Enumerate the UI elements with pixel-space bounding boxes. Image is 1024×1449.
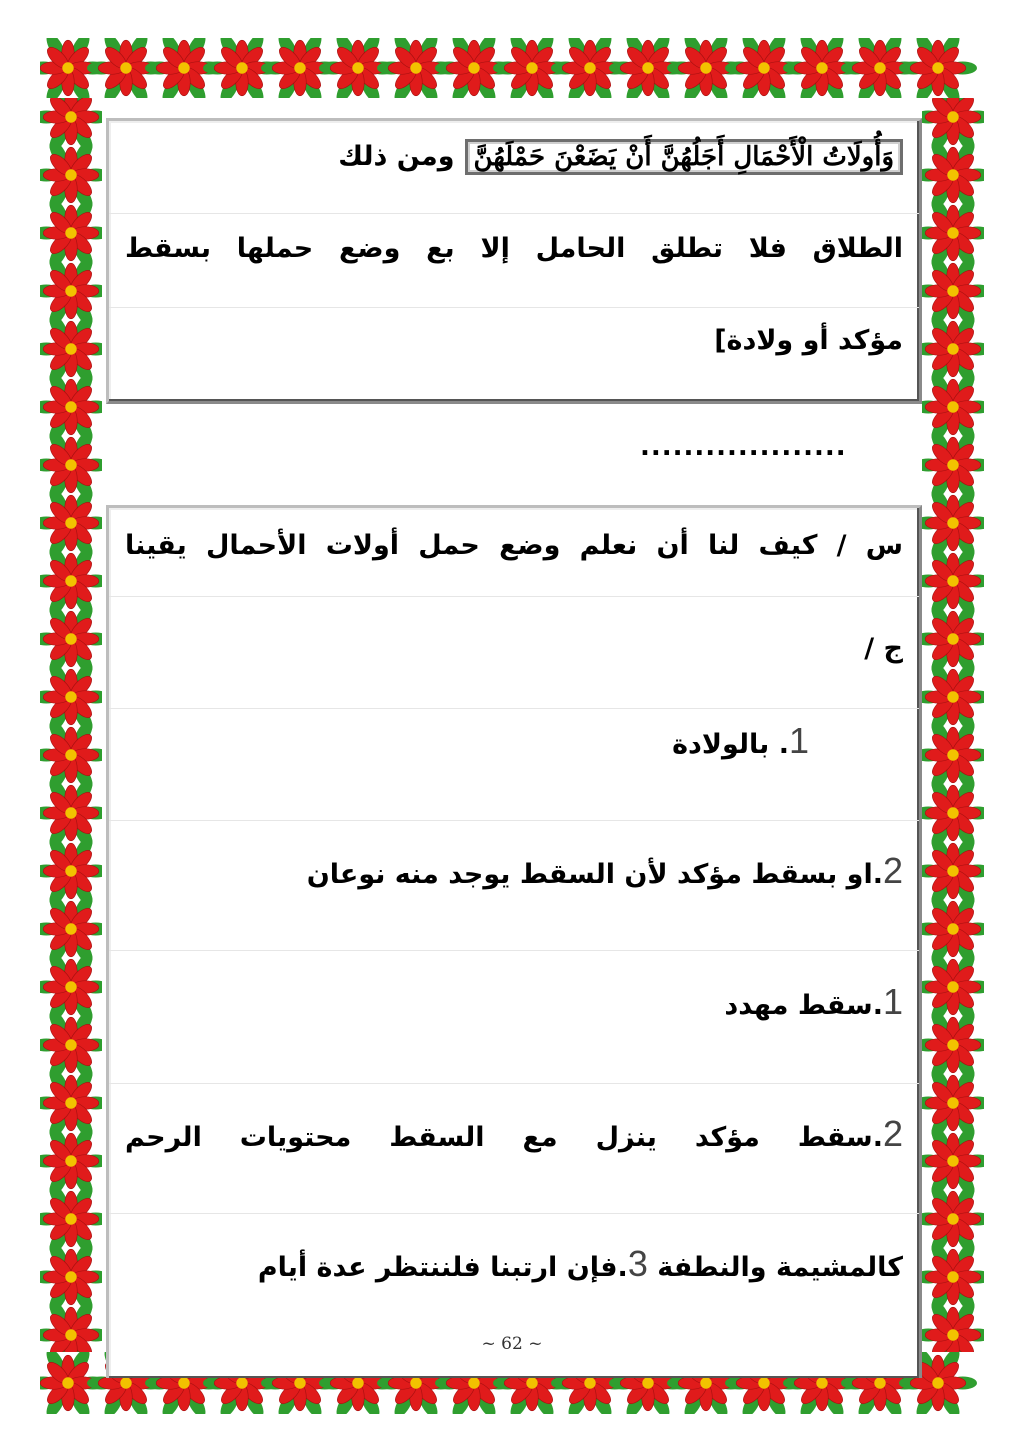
poinsettia-icon [40, 1182, 102, 1256]
sub-item [125, 981, 903, 1023]
poinsettia-icon [40, 312, 102, 386]
poinsettia-icon [40, 834, 102, 908]
answer-label: ج / [864, 633, 903, 664]
poinsettia-icon [40, 892, 102, 966]
list-item-text: . بالولادة [672, 729, 789, 760]
poinsettia-icon [40, 718, 102, 792]
decorative-border-top [40, 38, 984, 98]
quran-verse-frame: وَأُولَاتُ الْأَحْمَالِ أَجَلُهُنَّ أَنْ يَضَعْنَ حَمْلَهُنَّ [465, 139, 903, 175]
poinsettia-icon [922, 1240, 984, 1314]
poinsettia-icon [922, 196, 984, 270]
poinsettia-icon [40, 196, 102, 270]
text-line-2: الطلاق فلا تطلق الحامل إلا بع وضع حملها بسقط [125, 233, 903, 264]
decorative-border-left [40, 98, 102, 1352]
poinsettia-icon [40, 776, 102, 850]
text-segment: كالمشيمة والنطفة [647, 1252, 903, 1283]
poinsettia-icon [922, 1008, 984, 1082]
poinsettia-icon [922, 544, 984, 618]
list-item [125, 720, 809, 762]
poinsettia-icon [899, 38, 977, 98]
text-line-last [125, 1243, 903, 1285]
poinsettia-icon [922, 892, 984, 966]
poinsettia-icon [40, 1124, 102, 1198]
poinsettia-icon [922, 370, 984, 444]
qa-box [106, 505, 922, 1378]
poinsettia-icon [40, 138, 102, 212]
list-number: 1 [882, 981, 903, 1022]
dotted-separator: ................... [640, 432, 847, 462]
list-number: 2 [882, 850, 903, 891]
list-number: 2 [882, 1113, 903, 1154]
poinsettia-icon [922, 1066, 984, 1140]
poinsettia-icon [922, 1298, 984, 1352]
poinsettia-icon [40, 98, 102, 154]
poinsettia-icon [922, 718, 984, 792]
list-item [125, 850, 903, 892]
poinsettia-icon [922, 776, 984, 850]
verse-line-tail: ومن ذلك [338, 141, 455, 172]
poinsettia-icon [40, 486, 102, 560]
poinsettia-icon [40, 370, 102, 444]
poinsettia-icon [40, 950, 102, 1024]
poinsettia-icon [40, 660, 102, 734]
poinsettia-icon [40, 1008, 102, 1082]
poinsettia-icon [922, 602, 984, 676]
decorative-border-right [922, 98, 984, 1352]
text-line-3: مؤكد أو ولادة] [714, 325, 903, 356]
poinsettia-icon [922, 312, 984, 386]
poinsettia-icon [922, 1124, 984, 1198]
question-line: س / كيف لنا أن نعلم وضع حمل أولات الأحمال يقينا [125, 530, 903, 561]
poinsettia-icon [922, 428, 984, 502]
verse-line [125, 139, 903, 175]
poinsettia-icon [922, 1182, 984, 1256]
poinsettia-icon [40, 602, 102, 676]
verse-box [106, 118, 922, 404]
poinsettia-icon [40, 428, 102, 502]
sub-item-text: .سقط مهدد [724, 990, 883, 1021]
poinsettia-icon [922, 138, 984, 212]
poinsettia-icon [40, 1240, 102, 1314]
sub-item [125, 1113, 903, 1155]
list-number: 3 [627, 1243, 648, 1284]
poinsettia-icon [922, 486, 984, 560]
list-item-text: .او بسقط مؤكد لأن السقط يوجد منه نوعان [306, 859, 883, 890]
poinsettia-icon [40, 1298, 102, 1352]
sub-item-text: .سقط مؤكد ينزل مع السقط محتويات الرحم [125, 1122, 883, 1153]
poinsettia-icon [922, 660, 984, 734]
list-number: 1 [788, 720, 809, 761]
poinsettia-icon [922, 834, 984, 908]
poinsettia-icon [40, 1066, 102, 1140]
poinsettia-icon [40, 254, 102, 328]
poinsettia-icon [922, 98, 984, 154]
page-number: ~ 62 ~ [481, 1334, 543, 1354]
poinsettia-icon [40, 544, 102, 618]
poinsettia-icon [922, 254, 984, 328]
text-segment: .فإن ارتبنا فلننتظر عدة أيام [257, 1252, 628, 1283]
poinsettia-icon [922, 950, 984, 1024]
